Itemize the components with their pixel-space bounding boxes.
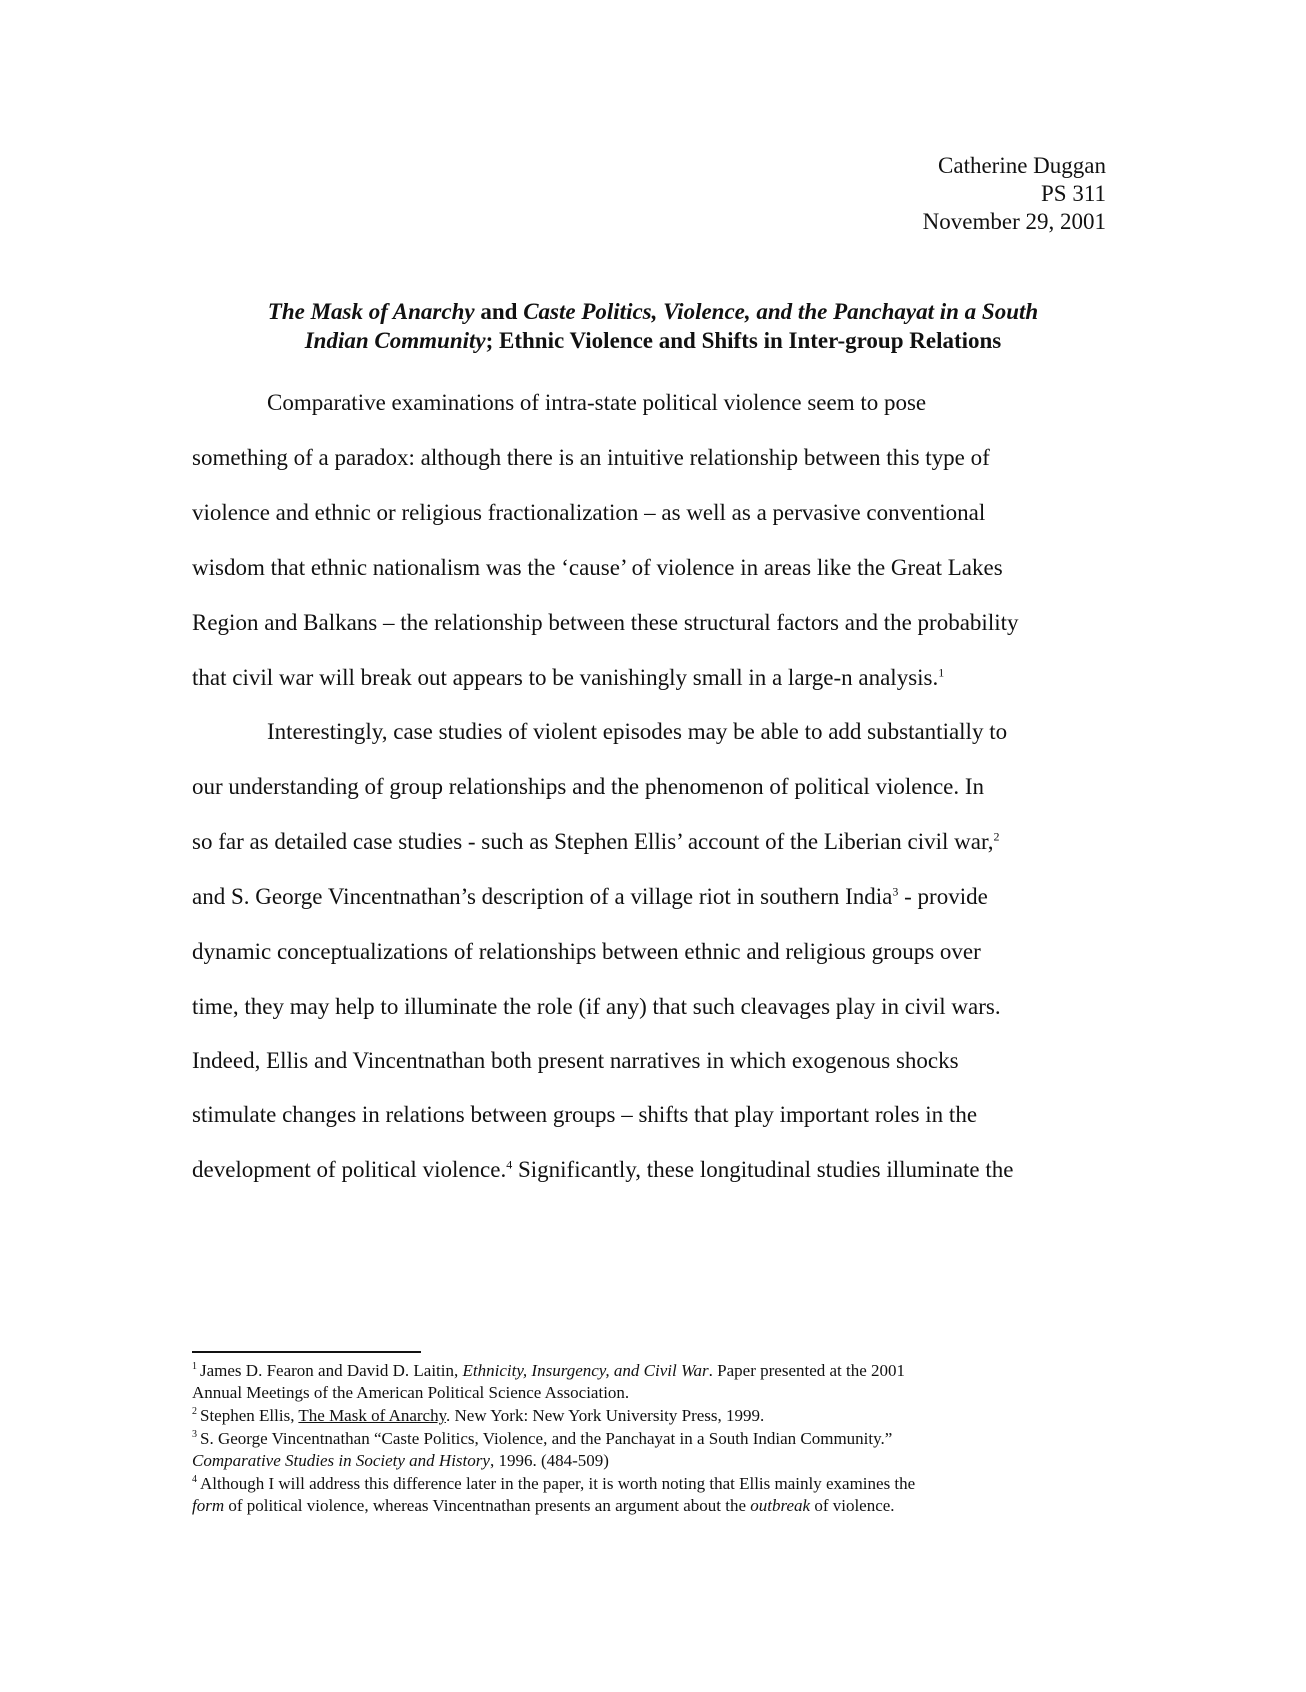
body-line: dynamic conceptualizations of relationships between ethnic and religious groups over	[192, 939, 981, 964]
footnote-ref[interactable]: 2	[993, 829, 1000, 844]
footnote-text: James D. Fearon and David D. Laitin,	[200, 1361, 463, 1380]
author-name: Catherine Duggan	[938, 153, 1106, 178]
footnote-italic-word: outbreak	[750, 1496, 811, 1515]
footnote-text: of violence.	[810, 1496, 895, 1515]
footnote-underlined-title: The Mask of Anarchy	[298, 1406, 446, 1425]
footnote-italic-title: Comparative Studies in Society and History	[192, 1451, 490, 1470]
title-subtitle: ; Ethnic Violence and Shifts in Inter-group Relations	[485, 328, 1002, 353]
body-line: something of a paradox: although there is an intuitive relationship between this type of	[192, 445, 990, 470]
body-line-with-ref	[192, 664, 944, 692]
body-line: time, they may help to illuminate the role (if any) that such cleavages play in civil wars.	[192, 994, 1001, 1019]
body-line: violence and ethnic or religious fractionalization – as well as a pervasive conventional	[192, 500, 986, 525]
footnote-ref[interactable]: 3	[892, 884, 899, 899]
body-line-with-ref	[192, 883, 988, 911]
document-date: November 29, 2001	[922, 209, 1106, 234]
body-line-text: so far as detailed case studies - such as Stephen Ellis’ account of the Liberian civil war,	[192, 829, 994, 854]
footnote-text: Stephen Ellis,	[200, 1406, 299, 1425]
footnote-ref[interactable]: 1	[938, 665, 945, 680]
footnote-3	[192, 1428, 892, 1449]
footnote-text: Although I will address this difference later in the paper, it is worth noting that Ellis mainly examines the	[200, 1474, 916, 1493]
body-line-text: development of political violence.	[192, 1157, 507, 1182]
body-line: Interestingly, case studies of violent episodes may be able to add substantially to	[267, 719, 1008, 744]
title-book-2-cont: Indian Community	[304, 328, 486, 353]
body-line: our understanding of group relationships and the phenomenon of political violence. In	[192, 774, 985, 799]
footnote-italic-title: Ethnicity, Insurgency, and Civil War	[462, 1361, 709, 1380]
body-line-text: and S. George Vincentnathan’s description of a village riot in southern India	[192, 884, 893, 909]
body-line: wisdom that ethnic nationalism was the ‘cause’ of violence in areas like the Great Lakes	[192, 555, 1003, 580]
footnote-3-cont	[192, 1450, 609, 1471]
body-line-with-ref	[192, 1156, 1013, 1184]
footnote-2	[192, 1405, 764, 1426]
title-line-2	[150, 326, 1156, 355]
footnote-text: S. George Vincentnathan “Caste Politics, Violence, and the Panchayat in a South Indian Community.”	[200, 1429, 893, 1448]
body-line-text: - provide	[898, 884, 988, 909]
footnote-1	[192, 1360, 905, 1381]
body-line-with-ref	[192, 828, 999, 856]
footnote-text: . New York: New York University Press, 1999.	[446, 1406, 765, 1425]
footnote-1-cont: Annual Meetings of the American Political Science Association.	[192, 1383, 630, 1402]
footnote-italic-word: form	[192, 1496, 225, 1515]
body-line: Indeed, Ellis and Vincentnathan both present narratives in which exogenous shocks	[192, 1048, 959, 1073]
course-code: PS 311	[1041, 181, 1106, 206]
footnote-text: , 1996. (484-509)	[489, 1451, 609, 1470]
body-line-text: that civil war will break out appears to be vanishingly small in a large-n analysis.	[192, 665, 939, 690]
footnote-number: 1	[192, 1361, 197, 1373]
footnote-text: of political violence, whereas Vincentnathan presents an argument about the	[224, 1496, 751, 1515]
body-line-text: Significantly, these longitudinal studies illuminate the	[512, 1157, 1014, 1182]
body-line: Region and Balkans – the relationship between these structural factors and the probability	[192, 610, 1019, 635]
footnote-4	[192, 1473, 915, 1494]
title-and: and	[474, 299, 524, 324]
body-line: Comparative examinations of intra-state political violence seem to pose	[267, 390, 927, 415]
body-line: stimulate changes in relations between groups – shifts that play important roles in the	[192, 1102, 978, 1127]
footnote-separator	[192, 1351, 421, 1353]
footnote-number: 4	[192, 1474, 197, 1486]
footnote-ref[interactable]: 4	[506, 1157, 513, 1172]
title-book-2: Caste Politics, Violence, and the Panchayat in a South	[523, 299, 1039, 324]
footnote-number: 3	[192, 1429, 197, 1441]
title-book-1: The Mask of Anarchy	[267, 299, 475, 324]
title-line-1	[150, 297, 1156, 326]
paper-title	[150, 297, 1156, 355]
footnote-number: 2	[192, 1406, 197, 1418]
footnote-text: . Paper presented at the 2001	[708, 1361, 906, 1380]
header-block	[923, 152, 1106, 236]
footnote-4-cont	[192, 1495, 895, 1516]
